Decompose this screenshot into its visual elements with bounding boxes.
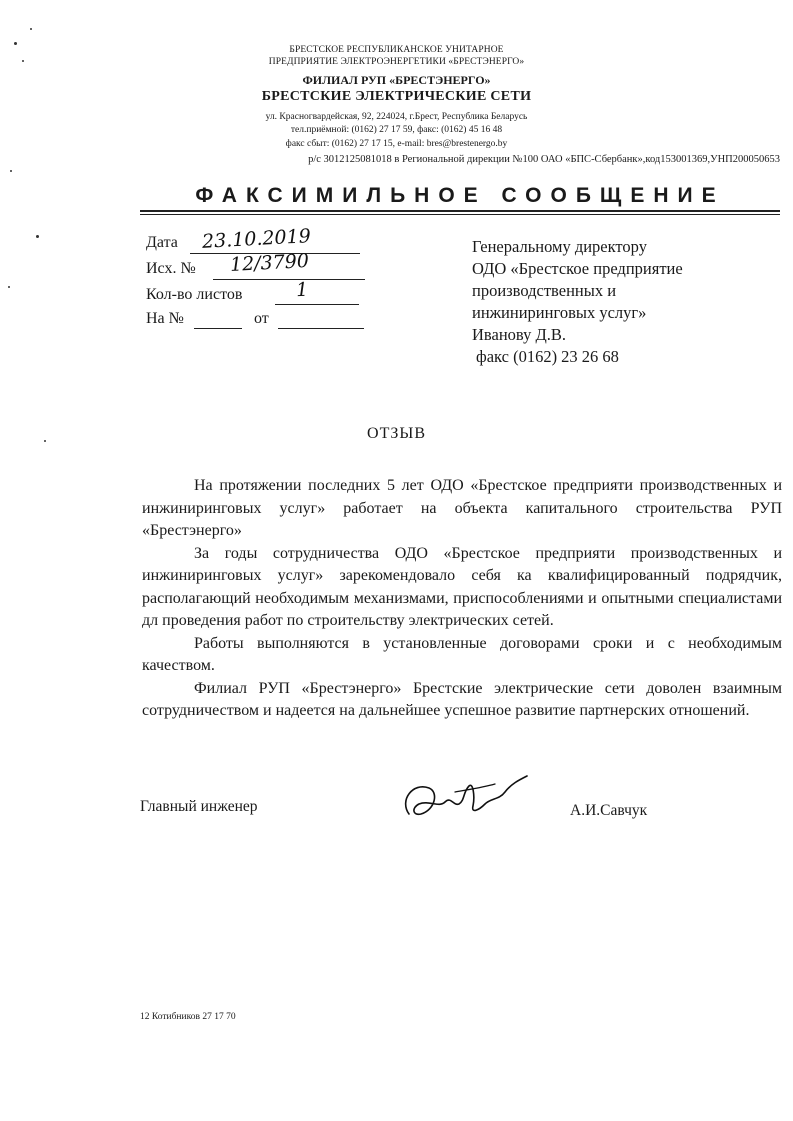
reply-to-label: На № bbox=[146, 310, 184, 327]
outgoing-number-value: 12/3790 bbox=[229, 249, 310, 277]
sheet-count-underline bbox=[275, 304, 359, 305]
sheet-count-label: Кол-во листов bbox=[146, 286, 243, 303]
recipient-fax: факс (0162) 23 26 68 bbox=[476, 347, 619, 366]
title-rule-thin bbox=[140, 214, 780, 215]
signatory-role: Главный инженер bbox=[140, 798, 258, 815]
letter-body bbox=[142, 475, 782, 723]
body-paragraph-1: На протяжении последних 5 лет ОДО «Брестское предприяти производственных и инжиниринговых услуг» работает на объекта капитального строительства РУП «Брестэнерго» bbox=[142, 477, 782, 539]
executor-note: 12 Котибников 27 17 70 bbox=[140, 1012, 236, 1022]
org-name-line-1: БРЕСТСКОЕ РЕСПУБЛИКАНСКОЕ УНИТАРНОЕ bbox=[289, 45, 504, 55]
recipient-position: Генеральному директору bbox=[472, 237, 647, 256]
document-title: ОТЗЫВ bbox=[367, 425, 426, 442]
reply-number-underline bbox=[194, 328, 242, 329]
reply-date-underline bbox=[278, 328, 364, 329]
org-name-line-2: ПРЕДПРИЯТИЕ ЭЛЕКТРОЭНЕРГЕТИКИ «БРЕСТЭНЕРГО» bbox=[268, 57, 525, 67]
phone-numbers: тел.приёмной: (0162) 27 17 59, факс: (0162) 45 16 48 bbox=[290, 125, 503, 135]
date-value: 23.10.2019 bbox=[201, 225, 312, 253]
title-rule-thick bbox=[140, 210, 780, 212]
fax-and-email: факс сбыт: (0162) 27 17 15, e-mail: bres@brestenergo.by bbox=[285, 139, 508, 149]
recipient-company-line-1: ОДО «Брестское предприятие bbox=[472, 259, 683, 278]
body-paragraph-3: Работы выполняются в установленные договорами сроки и с необходимым качеством. bbox=[142, 634, 782, 674]
bank-details: р/с 3012125081018 в Региональной дирекции №100 ОАО «БПС-Сбербанк»,код153001369,УНП200050653 bbox=[308, 154, 780, 165]
recipient-name: Иванову Д.В. bbox=[472, 325, 567, 344]
body-paragraph-4: Филиал РУП «Брестэнерго» Брестские электрические сети доволен взаимным сотрудничеством и надеется на дальнейшее успешное развитие партнерских отношений. bbox=[142, 679, 782, 719]
division-name: БРЕСТСКИЕ ЭЛЕКТРИЧЕСКИЕ СЕТИ bbox=[261, 89, 532, 104]
date-label: Дата bbox=[146, 234, 178, 251]
outgoing-number-label: Исх. № bbox=[146, 260, 196, 277]
handwritten-signature bbox=[395, 770, 535, 830]
sheet-count-value: 1 bbox=[295, 278, 309, 302]
address: ул. Красногвардейская, 92, 224024, г.Брест, Республика Беларусь bbox=[265, 112, 528, 122]
fax-message-title: ФАКСИМИЛЬНОЕ СООБЩЕНИЕ bbox=[195, 184, 725, 207]
reply-from-label: от bbox=[254, 310, 269, 327]
recipient-block bbox=[472, 236, 683, 368]
branch-name: ФИЛИАЛ РУП «БРЕСТЭНЕРГО» bbox=[302, 73, 491, 87]
signatory-name: А.И.Савчук bbox=[570, 802, 648, 819]
outgoing-number-underline bbox=[213, 279, 365, 280]
recipient-company-line-2: производственных и bbox=[472, 281, 617, 300]
body-paragraph-2: За годы сотрудничества ОДО «Брестское предприяти производственных и инжиниринговых услуг» зарекомендовало себя ка квалифицированный подрядчик, располагающий необходимым механизмами, приспособлениями и опытными специалистами дл проведения работ по строительству электрических сетей. bbox=[142, 544, 782, 629]
recipient-company-line-3: инжиниринговых услуг» bbox=[472, 303, 647, 322]
